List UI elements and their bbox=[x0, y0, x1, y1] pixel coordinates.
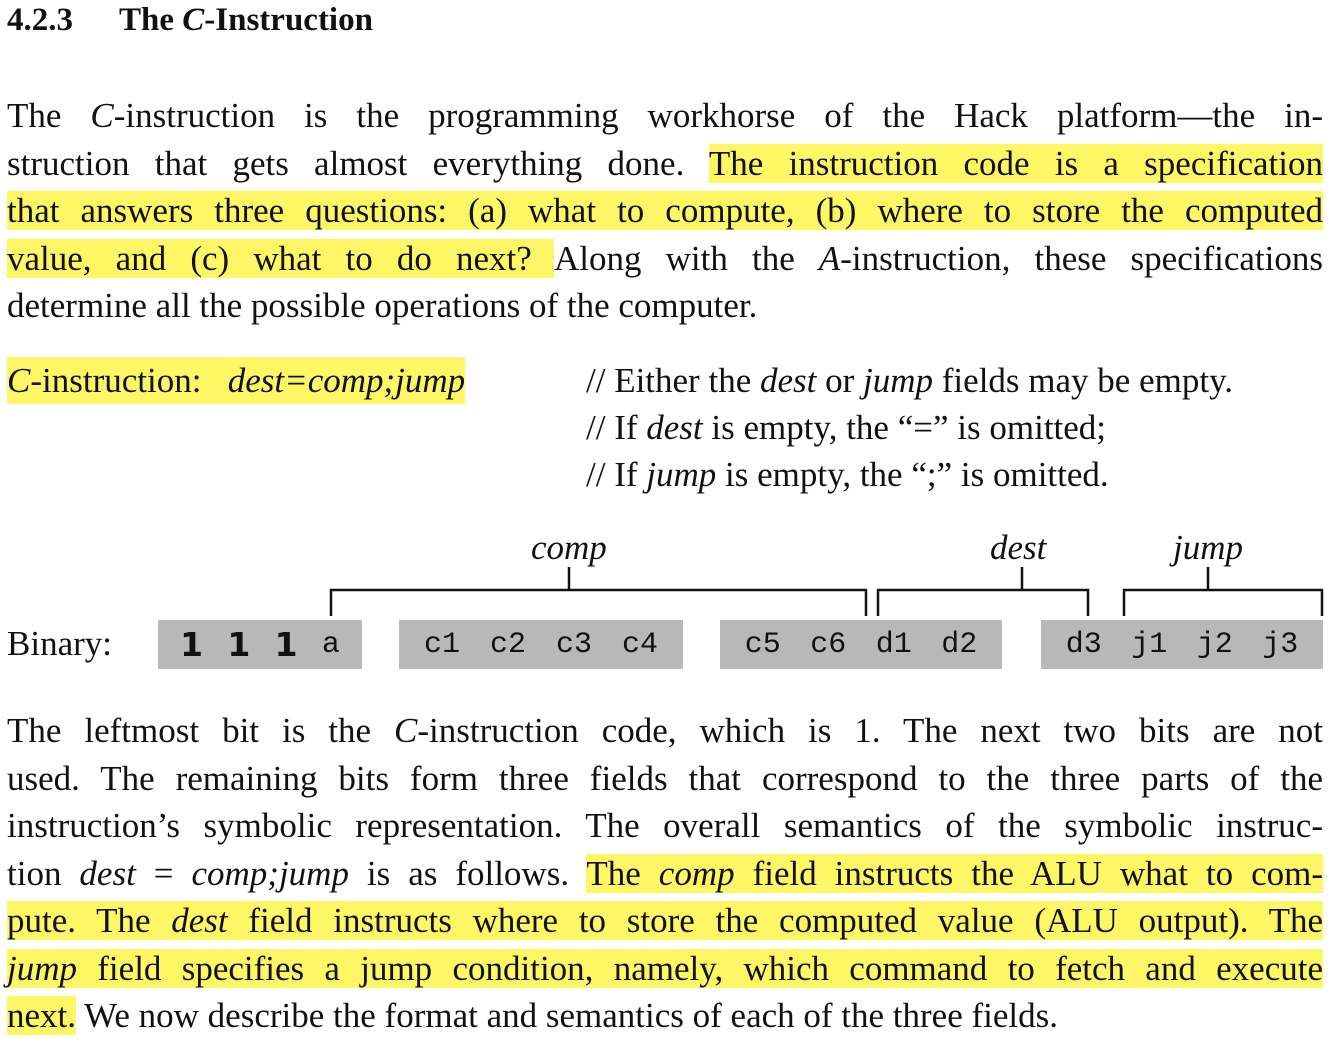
bit: j1 bbox=[1131, 627, 1168, 662]
bit: d2 bbox=[941, 627, 978, 662]
section-heading: 4.2.3 The C-Instruction bbox=[7, 2, 373, 38]
semantics-paragraph: The leftmost bit is the C-instruction code, which is 1. The next two bits are not used. The remaining bits form three fields that correspond to the three parts of the instruction’s symbolic representation. The overall semantics of the symbolic instruc- tion dest = comp;jump is as follows. The comp field instructs the ALU what to com- pute. The dest field instructs where to store the computed value (ALU output). The jump field specifies a jump condition, namely, which command to fetch and execute next. We now describe the format and semantics of each of the three fields. bbox=[7, 711, 1324, 1035]
dest-field-label: dest bbox=[990, 528, 1047, 567]
bit-group-3 bbox=[720, 620, 1002, 669]
highlight: jump field specifies a jump condition, namely, which command to fetch and execute bbox=[7, 948, 1323, 988]
comp-bracket bbox=[331, 590, 866, 616]
comp-field-label: comp bbox=[531, 528, 607, 567]
highlight: The instruction code is a specification bbox=[708, 143, 1323, 183]
bit: c1 bbox=[423, 627, 460, 662]
binary-format-diagram bbox=[0, 520, 1334, 680]
bit-group-1 bbox=[158, 620, 362, 669]
syntax-comments bbox=[586, 357, 1233, 498]
field-brackets bbox=[0, 520, 1334, 620]
bit: 1 bbox=[274, 625, 298, 664]
bit: c5 bbox=[744, 627, 781, 662]
comment-line: // Either the dest or jump fields may be empty. bbox=[586, 361, 1234, 400]
c-instruction-syntax: C-instruction: dest=comp;jump bbox=[7, 357, 465, 404]
bit: j3 bbox=[1262, 627, 1299, 662]
bit: d3 bbox=[1065, 627, 1102, 662]
bit: 1 bbox=[227, 625, 251, 664]
jump-bracket bbox=[1124, 590, 1322, 616]
highlight: next. bbox=[7, 996, 77, 1035]
bit: c6 bbox=[810, 627, 847, 662]
jump-field-label: jump bbox=[1173, 528, 1243, 567]
highlight: value, and (c) what to do next? bbox=[7, 238, 554, 278]
dest-bracket bbox=[878, 590, 1088, 616]
bit: c3 bbox=[555, 627, 592, 662]
bit: 1 bbox=[180, 625, 204, 664]
highlight: pute. The dest field instructs where to store the computed value (ALU output). The bbox=[7, 901, 1324, 940]
bit: c4 bbox=[621, 627, 658, 662]
bit: c2 bbox=[489, 627, 526, 662]
section-number: 4.2.3 bbox=[7, 2, 73, 38]
bit: a bbox=[321, 627, 340, 662]
bit: j2 bbox=[1196, 627, 1233, 662]
bit-group-2 bbox=[399, 620, 683, 669]
comment-line: // If dest is empty, the “=” is omitted; bbox=[586, 408, 1107, 447]
bit: d1 bbox=[875, 627, 912, 662]
highlight: that answers three questions: (a) what to compute, (b) where to store the computed bbox=[7, 191, 1323, 230]
binary-label: Binary: bbox=[7, 624, 112, 663]
intro-paragraph: The C-instruction is the programming workhorse of the Hack platform—the in- struction that gets almost everything done. The instruction code is a specification that answers three questions: (a) what to compute, (b) where to store the computed value, and (c) what to do next? Along with the A-instruction, these specifications determine all the possible operations of the computer. bbox=[7, 96, 1323, 325]
comment-line: // If jump is empty, the “;” is omitted. bbox=[586, 455, 1109, 494]
bit-group-4 bbox=[1041, 620, 1323, 669]
highlight: The comp field instructs the ALU what to com- bbox=[586, 853, 1323, 893]
